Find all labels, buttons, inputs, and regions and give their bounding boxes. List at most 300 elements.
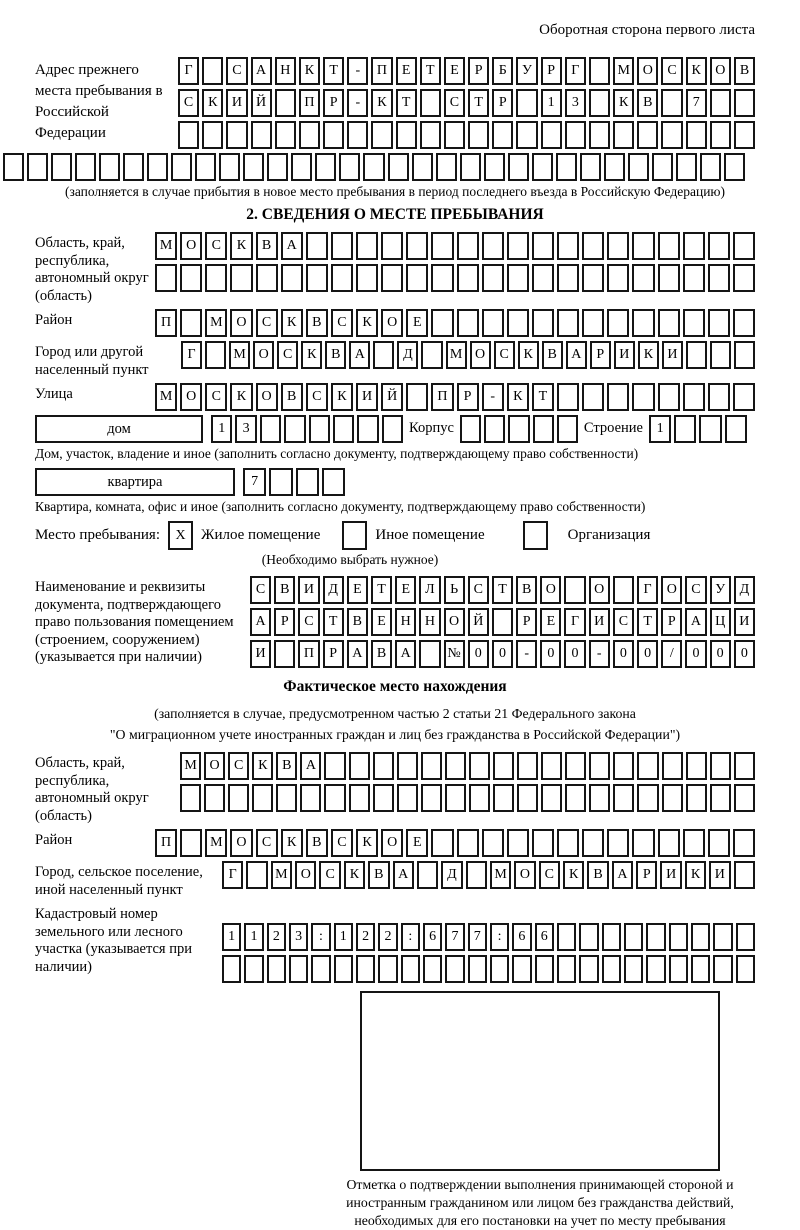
char-box[interactable] (202, 121, 223, 149)
char-box[interactable] (469, 784, 490, 812)
char-box[interactable]: И (614, 341, 635, 369)
char-box[interactable]: В (587, 861, 608, 889)
char-box[interactable]: 7 (468, 923, 487, 951)
char-box[interactable]: Д (397, 341, 418, 369)
char-box[interactable]: 1 (222, 923, 241, 951)
char-box[interactable]: М (205, 829, 227, 857)
char-box[interactable]: В (325, 341, 346, 369)
char-box[interactable]: В (368, 861, 389, 889)
char-box[interactable] (381, 264, 403, 292)
char-box[interactable]: В (371, 640, 392, 668)
char-box[interactable]: А (250, 608, 271, 636)
char-box[interactable]: Т (420, 57, 441, 85)
char-box[interactable]: Е (406, 829, 428, 857)
char-box[interactable]: И (734, 608, 755, 636)
char-box[interactable]: С (205, 232, 227, 260)
char-box[interactable] (419, 640, 440, 668)
char-box[interactable]: : (401, 923, 420, 951)
char-box[interactable] (516, 121, 537, 149)
char-box[interactable]: О (470, 341, 491, 369)
char-box[interactable]: А (281, 232, 303, 260)
char-box[interactable] (589, 57, 610, 85)
char-box[interactable] (406, 383, 428, 411)
char-box[interactable]: О (230, 309, 252, 337)
char-box[interactable]: Е (347, 576, 368, 604)
char-box[interactable] (628, 153, 649, 181)
char-box[interactable]: Н (275, 57, 296, 85)
char-box[interactable] (613, 121, 634, 149)
char-box[interactable]: 0 (564, 640, 585, 668)
char-box[interactable]: О (204, 752, 225, 780)
char-box[interactable] (296, 468, 319, 496)
char-box[interactable]: Й (251, 89, 272, 117)
char-box[interactable] (469, 752, 490, 780)
char-box[interactable] (683, 232, 705, 260)
char-box[interactable] (674, 415, 696, 443)
char-box[interactable] (683, 829, 705, 857)
char-box[interactable]: О (381, 309, 403, 337)
char-box[interactable]: И (589, 608, 610, 636)
char-box[interactable]: О (514, 861, 535, 889)
char-box[interactable] (219, 153, 240, 181)
char-box[interactable] (602, 923, 621, 951)
char-box[interactable]: К (230, 232, 252, 260)
char-box[interactable] (710, 121, 731, 149)
char-box[interactable]: Е (396, 57, 417, 85)
char-box[interactable]: В (542, 341, 563, 369)
char-box[interactable]: 0 (613, 640, 634, 668)
char-box[interactable] (557, 923, 576, 951)
char-box[interactable] (457, 264, 479, 292)
char-box[interactable]: С (178, 89, 199, 117)
char-box[interactable]: Ь (444, 576, 465, 604)
char-box[interactable] (582, 383, 604, 411)
char-box[interactable]: С (298, 608, 319, 636)
char-box[interactable] (686, 121, 707, 149)
char-box[interactable] (736, 955, 755, 983)
char-box[interactable]: П (155, 309, 177, 337)
char-box[interactable] (533, 415, 554, 443)
char-box[interactable] (582, 309, 604, 337)
char-box[interactable]: 6 (535, 923, 554, 951)
char-box[interactable]: 2 (267, 923, 286, 951)
char-box[interactable] (306, 232, 328, 260)
char-box[interactable] (373, 341, 394, 369)
char-box[interactable]: А (251, 57, 272, 85)
char-box[interactable]: В (516, 576, 537, 604)
char-box[interactable] (493, 752, 514, 780)
char-box[interactable]: 3 (289, 923, 308, 951)
char-box[interactable]: Г (564, 608, 585, 636)
char-box[interactable]: Т (532, 383, 554, 411)
char-box[interactable] (708, 264, 730, 292)
char-box[interactable]: О (661, 576, 682, 604)
char-box[interactable]: С (226, 57, 247, 85)
char-box[interactable] (226, 121, 247, 149)
char-box[interactable]: В (306, 309, 328, 337)
char-box[interactable] (734, 861, 755, 889)
char-box[interactable]: В (347, 608, 368, 636)
char-box[interactable] (492, 608, 513, 636)
char-box[interactable] (230, 264, 252, 292)
char-box[interactable] (356, 955, 375, 983)
char-box[interactable]: Г (637, 576, 658, 604)
char-box[interactable] (431, 829, 453, 857)
char-box[interactable]: С (306, 383, 328, 411)
char-box[interactable]: Й (468, 608, 489, 636)
char-box[interactable]: С (613, 608, 634, 636)
char-box[interactable] (324, 784, 345, 812)
char-box[interactable] (658, 829, 680, 857)
char-box[interactable] (363, 153, 384, 181)
char-box[interactable] (243, 153, 264, 181)
char-box[interactable]: Л (419, 576, 440, 604)
char-box[interactable]: В (306, 829, 328, 857)
char-box[interactable]: В (734, 57, 755, 85)
char-box[interactable] (349, 752, 370, 780)
char-box[interactable] (482, 829, 504, 857)
char-box[interactable] (582, 232, 604, 260)
char-box[interactable]: 1 (211, 415, 232, 443)
char-box[interactable]: О (295, 861, 316, 889)
char-box[interactable] (579, 923, 598, 951)
char-box[interactable] (333, 415, 354, 443)
char-box[interactable] (624, 923, 643, 951)
char-box[interactable]: К (230, 383, 252, 411)
char-box[interactable] (565, 121, 586, 149)
char-box[interactable] (507, 309, 529, 337)
char-box[interactable] (431, 264, 453, 292)
char-box[interactable] (171, 153, 192, 181)
char-box[interactable]: О (637, 57, 658, 85)
char-box[interactable]: К (356, 829, 378, 857)
char-box[interactable]: М (229, 341, 250, 369)
char-box[interactable]: С (494, 341, 515, 369)
char-box[interactable] (613, 784, 634, 812)
char-box[interactable] (589, 121, 610, 149)
char-box[interactable] (683, 383, 705, 411)
char-box[interactable] (507, 232, 529, 260)
char-box[interactable]: А (349, 341, 370, 369)
char-box[interactable] (484, 415, 505, 443)
char-box[interactable]: М (180, 752, 201, 780)
char-box[interactable]: 2 (356, 923, 375, 951)
char-box[interactable] (445, 784, 466, 812)
char-box[interactable] (412, 153, 433, 181)
char-box[interactable] (180, 784, 201, 812)
char-box[interactable] (686, 341, 707, 369)
char-box[interactable] (607, 232, 629, 260)
char-box[interactable] (356, 232, 378, 260)
char-box[interactable] (421, 752, 442, 780)
char-box[interactable] (708, 232, 730, 260)
char-box[interactable]: Т (323, 608, 344, 636)
char-box[interactable]: П (299, 89, 320, 117)
char-box[interactable]: С (685, 576, 706, 604)
char-box[interactable] (580, 153, 601, 181)
char-box[interactable] (306, 264, 328, 292)
char-box[interactable]: К (371, 89, 392, 117)
char-box[interactable]: 0 (468, 640, 489, 668)
char-box[interactable]: : (311, 923, 330, 951)
char-box[interactable] (507, 829, 529, 857)
char-box[interactable]: М (271, 861, 292, 889)
char-box[interactable] (613, 576, 634, 604)
char-box[interactable]: 6 (512, 923, 531, 951)
char-box[interactable]: С (250, 576, 271, 604)
char-box[interactable]: П (298, 640, 319, 668)
char-box[interactable] (444, 121, 465, 149)
char-box[interactable]: В (256, 232, 278, 260)
char-box[interactable]: У (516, 57, 537, 85)
char-box[interactable]: 3 (565, 89, 586, 117)
char-box[interactable]: 7 (243, 468, 266, 496)
char-box[interactable] (339, 153, 360, 181)
char-box[interactable] (460, 415, 481, 443)
char-box[interactable] (275, 121, 296, 149)
char-box[interactable] (733, 309, 755, 337)
char-box[interactable] (734, 89, 755, 117)
char-box[interactable] (557, 264, 579, 292)
char-box[interactable]: М (613, 57, 634, 85)
char-box[interactable] (421, 341, 442, 369)
char-box[interactable]: С (468, 576, 489, 604)
char-box[interactable]: К (281, 829, 303, 857)
char-box[interactable]: К (518, 341, 539, 369)
char-box[interactable]: К (638, 341, 659, 369)
char-box[interactable] (658, 264, 680, 292)
char-box[interactable] (708, 309, 730, 337)
char-box[interactable]: Т (371, 576, 392, 604)
char-box[interactable] (155, 264, 177, 292)
char-box[interactable]: С (444, 89, 465, 117)
char-box[interactable] (734, 752, 755, 780)
char-box[interactable]: О (540, 576, 561, 604)
char-box[interactable] (431, 232, 453, 260)
char-box[interactable] (357, 415, 378, 443)
char-box[interactable]: С (331, 829, 353, 857)
char-box[interactable]: А (685, 608, 706, 636)
char-box[interactable] (658, 309, 680, 337)
char-box[interactable]: С (319, 861, 340, 889)
char-box[interactable]: В (281, 383, 303, 411)
char-box[interactable] (736, 923, 755, 951)
char-box[interactable]: К (563, 861, 584, 889)
char-box[interactable] (178, 121, 199, 149)
char-box[interactable] (204, 784, 225, 812)
char-box[interactable]: - (482, 383, 504, 411)
char-box[interactable]: Р (541, 57, 562, 85)
char-box[interactable]: - (589, 640, 610, 668)
char-box[interactable] (371, 121, 392, 149)
stay-type-checkbox-organization[interactable] (523, 521, 548, 550)
char-box[interactable]: / (661, 640, 682, 668)
char-box[interactable] (564, 576, 585, 604)
char-box[interactable] (493, 784, 514, 812)
char-box[interactable]: О (180, 232, 202, 260)
char-box[interactable] (632, 232, 654, 260)
char-box[interactable]: М (490, 861, 511, 889)
char-box[interactable] (397, 784, 418, 812)
char-box[interactable]: К (301, 341, 322, 369)
char-box[interactable]: Р (492, 89, 513, 117)
char-box[interactable]: О (256, 383, 278, 411)
char-box[interactable]: М (155, 232, 177, 260)
char-box[interactable]: О (589, 576, 610, 604)
char-box[interactable] (516, 89, 537, 117)
char-box[interactable]: О (710, 57, 731, 85)
char-box[interactable]: В (637, 89, 658, 117)
char-box[interactable]: О (253, 341, 274, 369)
char-box[interactable] (733, 232, 755, 260)
char-box[interactable] (734, 121, 755, 149)
char-box[interactable] (582, 264, 604, 292)
char-box[interactable] (205, 341, 226, 369)
char-box[interactable] (713, 955, 732, 983)
char-box[interactable]: К (613, 89, 634, 117)
char-box[interactable]: Г (178, 57, 199, 85)
char-box[interactable] (535, 955, 554, 983)
char-box[interactable] (669, 955, 688, 983)
char-box[interactable] (708, 829, 730, 857)
char-box[interactable] (147, 153, 168, 181)
char-box[interactable] (331, 232, 353, 260)
char-box[interactable] (468, 121, 489, 149)
char-box[interactable]: 0 (540, 640, 561, 668)
char-box[interactable]: К (202, 89, 223, 117)
char-box[interactable] (637, 784, 658, 812)
char-box[interactable]: Е (444, 57, 465, 85)
char-box[interactable] (397, 752, 418, 780)
char-box[interactable] (246, 861, 267, 889)
char-box[interactable] (710, 784, 731, 812)
char-box[interactable]: М (155, 383, 177, 411)
char-box[interactable] (251, 121, 272, 149)
char-box[interactable]: В (274, 576, 295, 604)
char-box[interactable]: К (507, 383, 529, 411)
char-box[interactable] (99, 153, 120, 181)
char-box[interactable] (417, 861, 438, 889)
char-box[interactable]: Т (323, 57, 344, 85)
char-box[interactable]: Е (540, 608, 561, 636)
char-box[interactable]: 1 (649, 415, 671, 443)
char-box[interactable]: Р (661, 608, 682, 636)
char-box[interactable]: А (566, 341, 587, 369)
char-box[interactable]: 0 (492, 640, 513, 668)
char-box[interactable] (269, 468, 292, 496)
char-box[interactable] (420, 89, 441, 117)
char-box[interactable]: Е (395, 576, 416, 604)
char-box[interactable]: П (155, 829, 177, 857)
char-box[interactable]: П (371, 57, 392, 85)
char-box[interactable]: С (256, 829, 278, 857)
char-box[interactable]: Ц (710, 608, 731, 636)
char-box[interactable]: Р (457, 383, 479, 411)
char-box[interactable] (276, 784, 297, 812)
char-box[interactable] (632, 309, 654, 337)
char-box[interactable] (289, 955, 308, 983)
char-box[interactable] (322, 468, 345, 496)
char-box[interactable]: 1 (244, 923, 263, 951)
char-box[interactable]: Н (395, 608, 416, 636)
char-box[interactable]: - (347, 57, 368, 85)
char-box[interactable] (222, 955, 241, 983)
char-box[interactable] (482, 264, 504, 292)
char-box[interactable] (267, 955, 286, 983)
char-box[interactable] (733, 383, 755, 411)
char-box[interactable] (517, 752, 538, 780)
char-box[interactable] (604, 153, 625, 181)
char-box[interactable] (382, 415, 403, 443)
char-box[interactable] (699, 415, 721, 443)
char-box[interactable] (349, 784, 370, 812)
char-box[interactable] (123, 153, 144, 181)
char-box[interactable] (482, 232, 504, 260)
char-box[interactable]: С (228, 752, 249, 780)
char-box[interactable] (396, 121, 417, 149)
char-box[interactable]: А (395, 640, 416, 668)
char-box[interactable]: Б (492, 57, 513, 85)
char-box[interactable]: Г (181, 341, 202, 369)
char-box[interactable]: К (356, 309, 378, 337)
char-box[interactable]: П (431, 383, 453, 411)
char-box[interactable] (565, 752, 586, 780)
char-box[interactable] (734, 341, 755, 369)
char-box[interactable]: 1 (334, 923, 353, 951)
char-box[interactable] (734, 784, 755, 812)
char-box[interactable] (532, 309, 554, 337)
char-box[interactable] (180, 829, 202, 857)
char-box[interactable] (445, 752, 466, 780)
char-box[interactable] (658, 383, 680, 411)
char-box[interactable] (613, 752, 634, 780)
char-box[interactable]: С (256, 309, 278, 337)
char-box[interactable] (691, 923, 710, 951)
char-box[interactable] (733, 829, 755, 857)
char-box[interactable] (557, 309, 579, 337)
char-box[interactable]: С (205, 383, 227, 411)
char-box[interactable] (436, 153, 457, 181)
char-box[interactable] (457, 232, 479, 260)
char-box[interactable] (632, 829, 654, 857)
char-box[interactable]: Д (323, 576, 344, 604)
char-box[interactable]: Т (492, 576, 513, 604)
char-box[interactable] (686, 752, 707, 780)
char-box[interactable] (468, 955, 487, 983)
char-box[interactable]: О (230, 829, 252, 857)
char-box[interactable]: Е (406, 309, 428, 337)
char-box[interactable] (725, 415, 747, 443)
char-box[interactable]: Р (323, 640, 344, 668)
char-box[interactable] (557, 383, 579, 411)
char-box[interactable] (281, 264, 303, 292)
char-box[interactable] (713, 923, 732, 951)
char-box[interactable] (589, 784, 610, 812)
char-box[interactable] (284, 415, 305, 443)
char-box[interactable] (445, 955, 464, 983)
char-box[interactable] (589, 89, 610, 117)
char-box[interactable] (388, 153, 409, 181)
char-box[interactable]: И (662, 341, 683, 369)
char-box[interactable]: Т (468, 89, 489, 117)
stay-type-checkbox-residential[interactable]: X (168, 521, 193, 550)
char-box[interactable] (661, 121, 682, 149)
char-box[interactable] (579, 955, 598, 983)
char-box[interactable] (373, 752, 394, 780)
char-box[interactable]: К (331, 383, 353, 411)
char-box[interactable] (315, 153, 336, 181)
char-box[interactable] (582, 829, 604, 857)
